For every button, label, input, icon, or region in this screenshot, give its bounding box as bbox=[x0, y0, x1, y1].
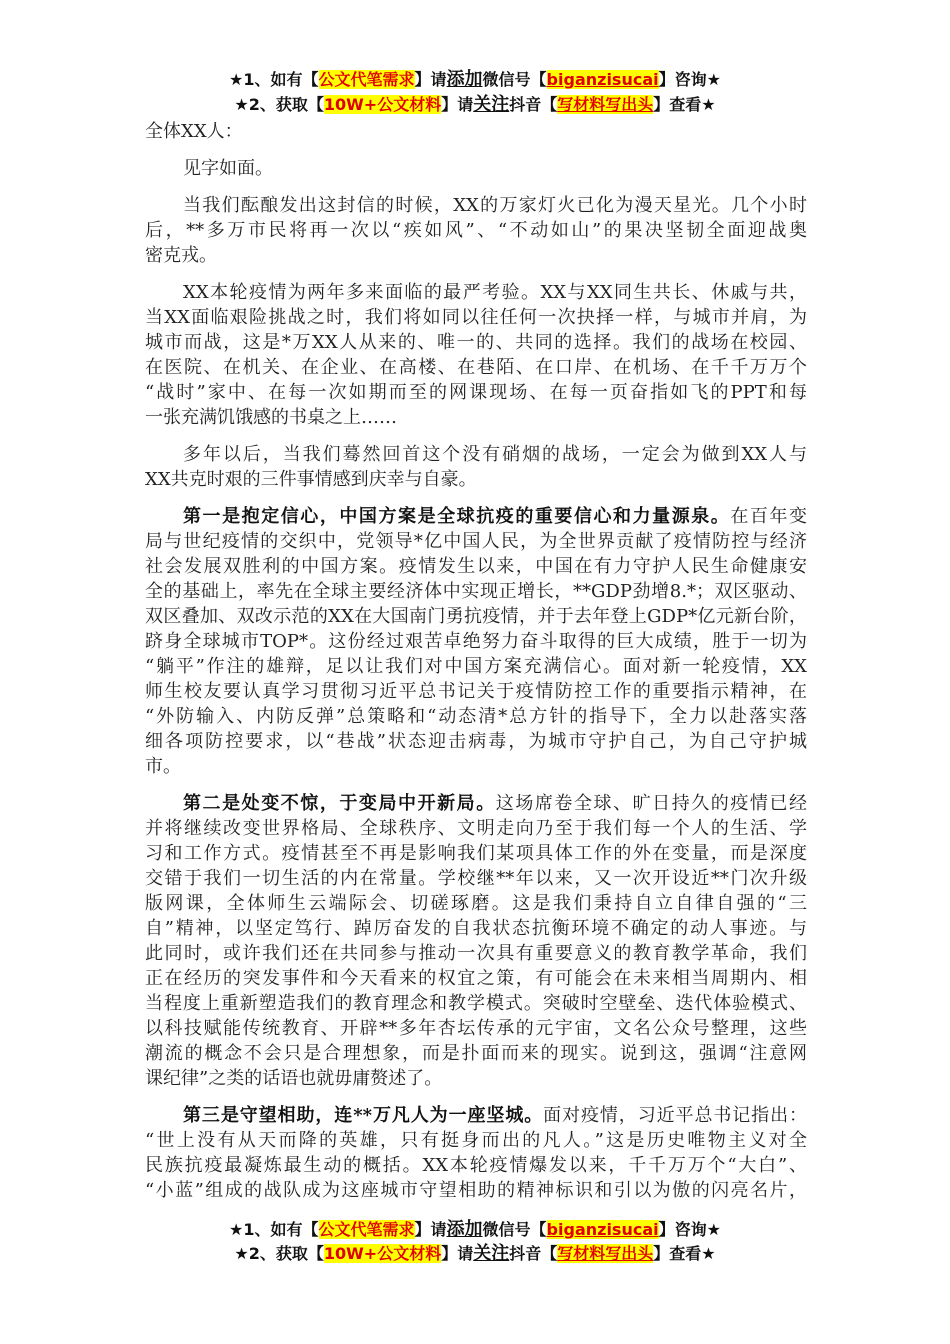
banner-text: 】咨询★ bbox=[658, 70, 721, 89]
banner-text: ★1、如有【 bbox=[229, 1220, 319, 1239]
text-line bbox=[145, 193, 807, 218]
text-line bbox=[145, 504, 807, 529]
text-line bbox=[145, 679, 807, 704]
text-line bbox=[145, 1066, 807, 1091]
banner-text: ★2、获取【 bbox=[234, 1244, 324, 1263]
line-text: 见字如面。 bbox=[183, 158, 273, 179]
line-text: 市。 bbox=[145, 756, 181, 777]
text-line bbox=[145, 305, 807, 330]
banner-text: 】咨询★ bbox=[658, 1220, 721, 1239]
line-text: 师生校友要认真学习贯彻习近平总书记关于疫情防控工作的重要指示精神，在 bbox=[145, 681, 807, 702]
banner-underline: 关注 bbox=[473, 94, 510, 115]
line-text: 课纪律”之类的话语也就毋庸赘述了。 bbox=[145, 1068, 443, 1089]
text-line bbox=[145, 1041, 807, 1066]
banner-text: ★2、获取【 bbox=[234, 95, 324, 114]
promo-banner-bottom-2 bbox=[0, 1242, 950, 1266]
line-text: 一张充满饥饿感的书桌之上…… bbox=[145, 407, 397, 428]
promo-banner-top-2 bbox=[0, 93, 950, 117]
banner-highlight: 10W+公文材料 bbox=[323, 1244, 442, 1263]
banner-text: 抖音【 bbox=[509, 95, 558, 114]
promo-banner-bottom-1 bbox=[0, 1218, 950, 1242]
paragraph-lead-bold: 第二是处变不惊，于变局中开新局。 bbox=[183, 793, 496, 814]
text-line bbox=[145, 467, 807, 492]
line-text: 细各项防控要求，以“巷战”状态迎击病毒，为城市守护自己，为自己守护城 bbox=[145, 731, 807, 752]
line-text: 城市而战，这是*万XX人从来的、唯一的、共同的选择。我们的战场在校园、 bbox=[145, 332, 807, 353]
line-text: 交错于我们一切生活的内在常量。学校继**年以来，又一次开设近**门次升级 bbox=[145, 868, 807, 889]
text-line bbox=[145, 442, 807, 467]
text-line bbox=[145, 579, 807, 604]
banner-text: 】请 bbox=[414, 1220, 447, 1239]
text-line bbox=[145, 280, 807, 305]
text-line bbox=[145, 791, 807, 816]
line-text: 正在经历的突发事件和今天看来的权宜之策，有可能会在未来相当周期内、相 bbox=[145, 968, 807, 989]
wechat-id-highlight: biganzisucai bbox=[546, 1220, 659, 1239]
letter-body bbox=[145, 119, 807, 1215]
paragraph bbox=[145, 791, 807, 1091]
text-line bbox=[145, 1103, 807, 1128]
banner-text: 微信号【 bbox=[482, 70, 547, 89]
paragraph bbox=[145, 442, 807, 492]
text-line bbox=[145, 841, 807, 866]
banner-text: ★1、如有【 bbox=[229, 70, 319, 89]
line-text: 在百年变 bbox=[730, 506, 808, 527]
text-line bbox=[145, 1178, 807, 1203]
banner-text: 】查看★ bbox=[653, 1244, 716, 1263]
text-line bbox=[145, 1128, 807, 1153]
line-text: 密克戎。 bbox=[145, 245, 217, 266]
text-line bbox=[145, 218, 807, 243]
text-line bbox=[145, 654, 807, 679]
paragraph bbox=[145, 504, 807, 779]
line-text: XX共克时艰的三件事情感到庆幸与自豪。 bbox=[145, 469, 477, 490]
text-line bbox=[145, 604, 807, 629]
banner-text: 】请 bbox=[414, 70, 447, 89]
text-line bbox=[145, 966, 807, 991]
banner-highlight: 10W+公文材料 bbox=[323, 95, 442, 114]
line-text: 此同时，或许我们还在共同参与推动一次具有重要意义的教育教学革命，我们 bbox=[145, 943, 807, 964]
paragraph bbox=[145, 1103, 807, 1203]
line-text: 在医院、在机关、在企业、在高楼、在巷陌、在口岸、在机场、在千千万万个 bbox=[145, 357, 807, 378]
promo-banner-top-1 bbox=[0, 68, 950, 92]
banner-text: 】请 bbox=[441, 95, 474, 114]
text-line bbox=[145, 554, 807, 579]
text-line bbox=[145, 729, 807, 754]
line-text: “外防输入、内防反弹”总策略和“动态清*总方针的指导下，全力以赴落实落 bbox=[145, 706, 807, 727]
banner-underline: 添加 bbox=[446, 69, 483, 90]
line-text: 跻身全球城市TOP*。这份经过艰苦卓绝努力奋斗取得的巨大成绩，胜于一切为 bbox=[145, 631, 807, 652]
line-text: 当程度上重新塑造我们的教育理念和教学模式。突破时空壁垒、迭代体验模式、 bbox=[145, 993, 807, 1014]
line-text: 民族抗疫最凝炼最生动的概括。XX本轮疫情爆发以来，千千万万个“大白”、 bbox=[145, 1155, 807, 1176]
line-text: 当XX面临艰险挑战之时，我们将如同以往任何一次抉择一样，与城市并肩，为 bbox=[145, 307, 807, 328]
text-line bbox=[145, 866, 807, 891]
line-text: 面对疫情，习近平总书记指出： bbox=[543, 1105, 808, 1126]
line-text: 以科技赋能传统教育、开辟**多年杏坛传承的元宇宙，文名公众号整理，这些 bbox=[145, 1018, 807, 1039]
line-text: XX本轮疫情为两年多来面临的最严考验。XX与XX同生共长、休戚与共， bbox=[183, 282, 807, 303]
line-text: 全体XX人： bbox=[145, 121, 243, 142]
line-text: 当我们酝酿发出这封信的时候，XX的万家灯火已化为漫天星光。几个小时 bbox=[183, 195, 807, 216]
text-line bbox=[145, 816, 807, 841]
text-line bbox=[145, 355, 807, 380]
text-line bbox=[145, 380, 807, 405]
banner-highlight: 公文代笔需求 bbox=[318, 1220, 415, 1239]
douyin-id-highlight: 写材料写出头 bbox=[557, 95, 654, 114]
text-line bbox=[145, 405, 807, 430]
line-text: 局与世纪疫情的交织中，党领导*亿中国人民，为全世界贡献了疫情防控与经济 bbox=[145, 531, 807, 552]
line-text: “世上没有从天而降的英雄，只有挺身而出的凡人。”这是历史唯物主义对全 bbox=[145, 1130, 807, 1151]
line-text: 多年以后，当我们蓦然回首这个没有硝烟的战场，一定会为做到XX人与 bbox=[183, 444, 807, 465]
line-text: 并将继续改变世界格局、全球秩序、文明走向乃至于我们每一个人的生活、学 bbox=[145, 818, 807, 839]
banner-text: 微信号【 bbox=[482, 1220, 547, 1239]
text-line bbox=[145, 704, 807, 729]
line-text: 潮流的概念不会只是合理想象，而是扑面而来的现实。说到这，强调“注意网 bbox=[145, 1043, 807, 1064]
text-line bbox=[145, 330, 807, 355]
banner-text: 】查看★ bbox=[653, 95, 716, 114]
paragraph-lead-bold: 第三是守望相助，连**万凡人为一座坚城。 bbox=[183, 1105, 544, 1126]
text-line bbox=[145, 754, 807, 779]
text-line bbox=[145, 119, 807, 144]
paragraph bbox=[145, 280, 807, 430]
text-line bbox=[145, 991, 807, 1016]
banner-highlight: 公文代笔需求 bbox=[318, 70, 415, 89]
text-line bbox=[145, 941, 807, 966]
line-text: 习和工作方式。疫情甚至不再是影响我们某项具体工作的外在变量，而是深度 bbox=[145, 843, 807, 864]
line-text: “战时”家中、在每一次如期而至的网课现场、在每一页奋指如飞的PPT和每 bbox=[145, 382, 807, 403]
banner-underline: 添加 bbox=[446, 1219, 483, 1240]
line-text: 自”精神，以坚定笃行、踔厉奋发的自我状态抗衡环境不确定的动人事迹。与 bbox=[145, 918, 807, 939]
paragraph bbox=[145, 193, 807, 268]
banner-underline: 关注 bbox=[473, 1243, 510, 1264]
banner-text: 】请 bbox=[441, 1244, 474, 1263]
paragraph bbox=[145, 119, 807, 144]
banner-text: 抖音【 bbox=[509, 1244, 558, 1263]
line-text: 版网课，全体师生云端际会、切磋琢磨。这是我们秉持自立自律自强的“三 bbox=[145, 893, 807, 914]
line-text: “躺平”作注的雄辩，足以让我们对中国方案充满信心。面对新一轮疫情，XX bbox=[145, 656, 807, 677]
text-line bbox=[145, 916, 807, 941]
text-line bbox=[145, 529, 807, 554]
text-line bbox=[145, 891, 807, 916]
text-line bbox=[145, 1153, 807, 1178]
text-line bbox=[145, 1016, 807, 1041]
line-text: 全的基础上，率先在全球主要经济体中实现正增长，**GDP劲增8.*；双区驱动、 bbox=[145, 581, 807, 602]
line-text: “小蓝”组成的战队成为这座城市守望相助的精神标识和引以为傲的闪亮名片， bbox=[145, 1180, 807, 1201]
text-line bbox=[145, 243, 807, 268]
paragraph-lead-bold: 第一是抱定信心，中国方案是全球抗疫的重要信心和力量源泉。 bbox=[183, 506, 731, 527]
text-line bbox=[145, 156, 807, 181]
text-line bbox=[145, 629, 807, 654]
line-text: 双区叠加、双改示范的XX在大国南门勇抗疫情，并于去年登上GDP*亿元新台阶， bbox=[145, 606, 807, 627]
line-text: 社会发展双胜利的中国方案。疫情发生以来，中国在有力守护人民生命健康安 bbox=[145, 556, 807, 577]
line-text: 后，**多万市民将再一次以“疾如风”、“不动如山”的果决坚韧全面迎战奥 bbox=[145, 220, 807, 241]
paragraph bbox=[145, 156, 807, 181]
line-text: 这场席卷全球、旷日持久的疫情已经 bbox=[495, 793, 808, 814]
douyin-id-highlight: 写材料写出头 bbox=[557, 1244, 654, 1263]
wechat-id-highlight: biganzisucai bbox=[546, 70, 659, 89]
